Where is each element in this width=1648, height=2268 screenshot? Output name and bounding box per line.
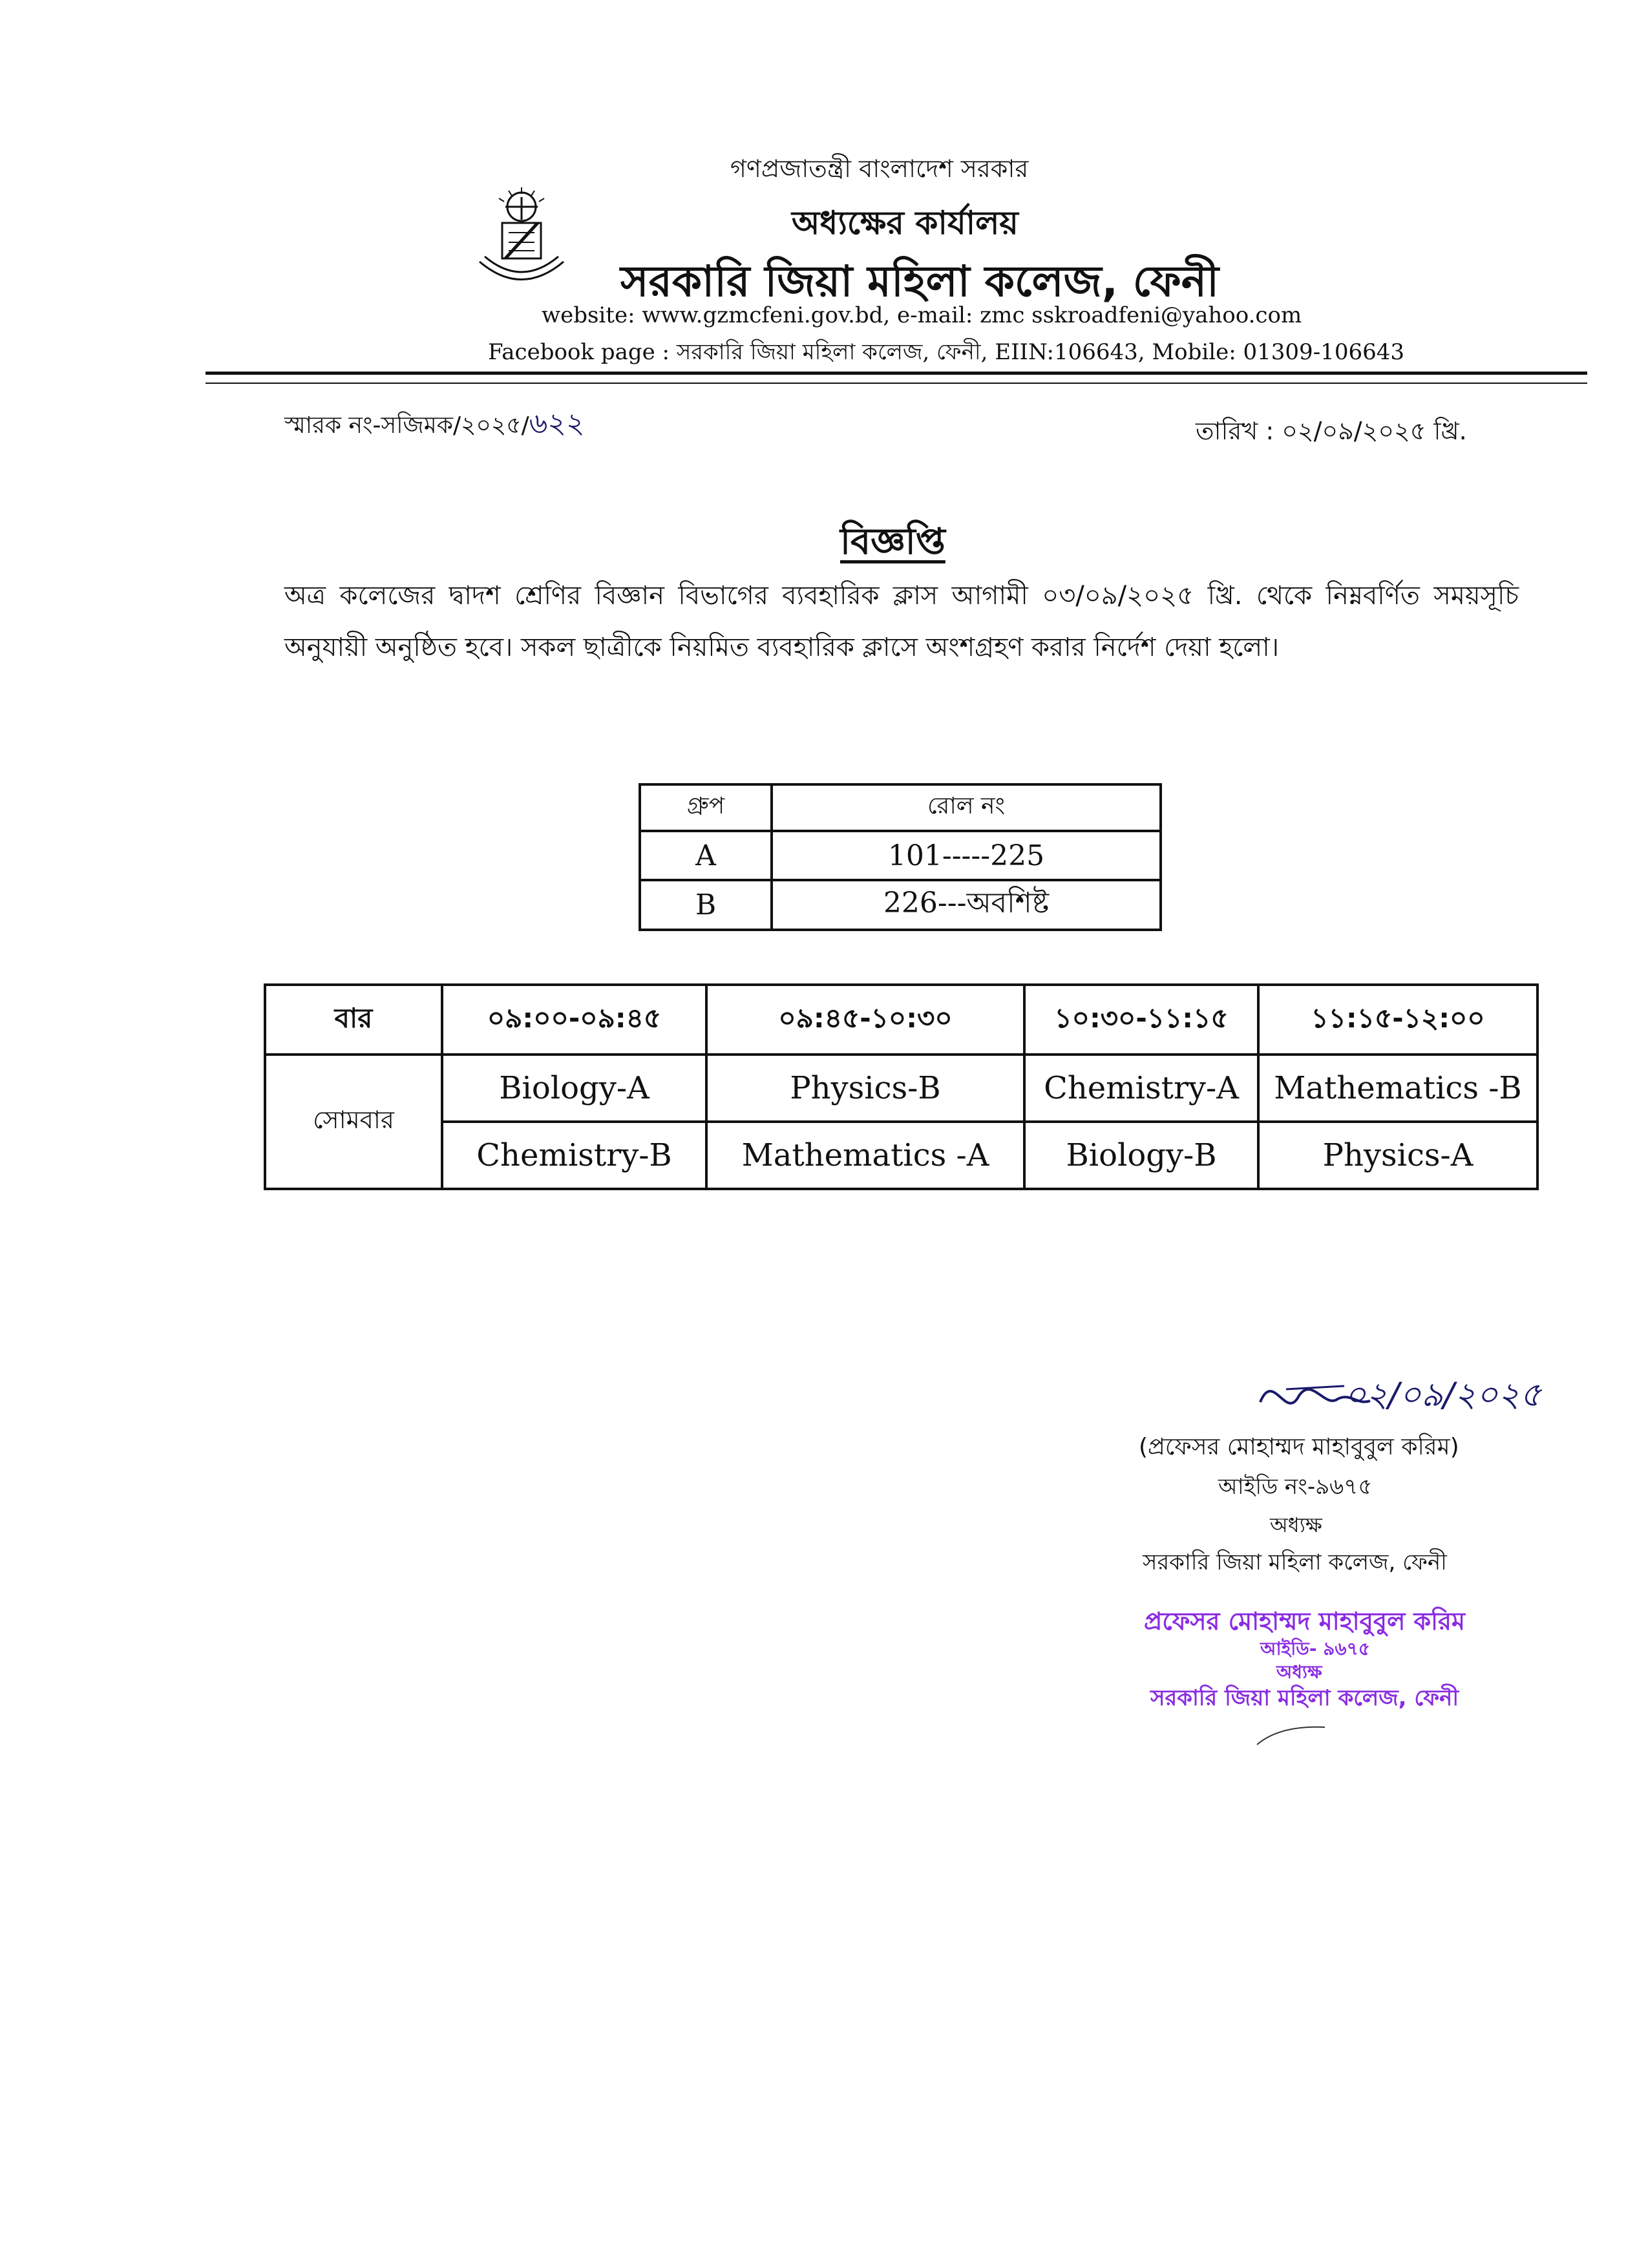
memo-date: তারিখ : ০২/০৯/২০২৫ খ্রি. xyxy=(1196,417,1467,445)
college-seal-logo xyxy=(467,184,576,294)
schedule-cell: Chemistry-A xyxy=(1024,1055,1258,1122)
table-header-row xyxy=(265,985,1537,1055)
contact-facebook-eiin: Facebook page : সরকারি জিয়া মহিলা কলেজ, ফেনী, EIIN:106643, Mobile: 01309-106643 xyxy=(488,339,1404,365)
stamp-pen-mark xyxy=(1254,1722,1331,1748)
header-day: বার xyxy=(265,985,442,1055)
schedule-cell: Biology-B xyxy=(1024,1122,1258,1189)
header-slot-4: ১১:১৫-১২:০০ xyxy=(1258,985,1537,1055)
memo-handwritten-number: ৬২২ xyxy=(529,407,585,440)
header-rule-thin xyxy=(206,383,1587,384)
memo-prefix: স্মারক নং-সজিমক/২০২৫/ xyxy=(284,412,529,439)
header-roll: রোল নং xyxy=(772,784,1161,831)
schedule-cell: Mathematics -A xyxy=(706,1122,1024,1189)
stamp-role: অধ্যক্ষ xyxy=(1276,1661,1322,1683)
header-slot-1: ০৯:০০-০৯:৪৫ xyxy=(442,985,706,1055)
college-name: সরকারি জিয়া মহিলা কলেজ, ফেনী xyxy=(620,257,1220,306)
roll-cell: 101-----225 xyxy=(772,831,1161,880)
header-slot-2: ০৯:৪৫-১০:৩০ xyxy=(706,985,1024,1055)
schedule-cell: Physics-A xyxy=(1258,1122,1537,1189)
schedule-cell: Physics-B xyxy=(706,1055,1024,1122)
government-line: গণপ্রজাতন্ত্রী বাংলাদেশ সরকার xyxy=(730,154,1029,183)
contact-website-email: website: www.gzmcfeni.gov.bd, e-mail: zmc sskroadfeni@yahoo.com xyxy=(542,302,1302,328)
table-row xyxy=(640,880,1161,930)
table-row xyxy=(640,831,1161,880)
signatory-name: (প্রফেসর মোহাম্মদ মাহাবুবুল করিম) xyxy=(1139,1434,1459,1460)
practical-schedule-table xyxy=(264,983,1539,1190)
signatory-role: অধ্যক্ষ xyxy=(1270,1513,1322,1537)
table-row xyxy=(265,1055,1537,1122)
signature-handwritten-date: ০২/০৯/২০২৫ xyxy=(1344,1376,1542,1414)
header-group: গ্রুপ xyxy=(640,784,772,831)
memo-number xyxy=(284,402,585,449)
stamp-name: প্রফেসর মোহাম্মদ মাহাবুবুল করিম xyxy=(1144,1607,1465,1635)
stamp-college: সরকারি জিয়া মহিলা কলেজ, ফেনী xyxy=(1150,1685,1459,1711)
schedule-cell: Chemistry-B xyxy=(442,1122,706,1189)
header-rule-thick xyxy=(206,372,1587,375)
signatory-college: সরকারি জিয়া মহিলা কলেজ, ফেনী xyxy=(1143,1549,1447,1575)
roll-cell: 226---অবশিষ্ট xyxy=(772,880,1161,930)
table-row xyxy=(265,1122,1537,1189)
stamp-id: আইডি- ৯৬৭৫ xyxy=(1260,1638,1370,1659)
schedule-cell: Biology-A xyxy=(442,1055,706,1122)
day-cell: সোমবার xyxy=(265,1055,442,1189)
header-slot-3: ১০:৩০-১১:১৫ xyxy=(1024,985,1258,1055)
group-cell: A xyxy=(640,831,772,880)
notice-body: অত্র কলেজের দ্বাদশ শ্রেণির বিজ্ঞান বিভাগের ব্যবহারিক ক্লাস আগামী ০৩/০৯/২০২৫ খ্রি. থেকে নিম্নবর্ণিত সময়সূচি অনুযায়ী অনুষ্ঠিত হবে। সকল ছাত্রীকে নিয়মিত ব্যবহারিক ক্লাসে অংশগ্রহণ করার নির্দেশ দেয়া হলো। xyxy=(284,581,1519,662)
group-roll-table xyxy=(639,783,1162,931)
notice-title: বিজ্ঞপ্তি xyxy=(840,521,945,563)
group-cell: B xyxy=(640,880,772,930)
office-title: অধ্যক্ষের কার্যালয় xyxy=(792,204,1019,242)
schedule-cell: Mathematics -B xyxy=(1258,1055,1537,1122)
table-header-row xyxy=(640,784,1161,831)
signatory-id: আইডি নং-৯৬৭৫ xyxy=(1218,1474,1373,1500)
